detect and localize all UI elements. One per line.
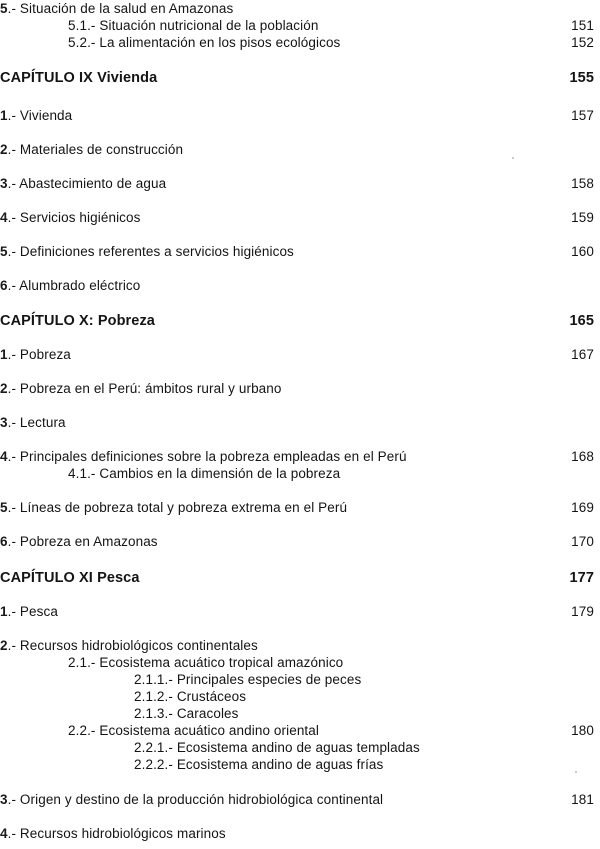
toc-entry: 3.- Lectura <box>0 415 66 430</box>
chapter-heading: CAPÍTULO IX Vivienda 155 <box>0 70 594 86</box>
chapter-heading: CAPÍTULO X: Pobreza 165 <box>0 313 594 329</box>
scan-speck <box>512 157 514 159</box>
chapter-heading: CAPÍTULO XI Pesca 177 <box>0 570 594 586</box>
toc-subsubentry: 2.2.1.- Ecosistema andino de aguas templadas <box>134 740 420 755</box>
page-number: 155 <box>569 70 594 86</box>
page-number: 159 <box>571 210 594 225</box>
page-number: 169 <box>571 500 594 515</box>
toc-subentry: 5.2.- La alimentación en los pisos ecológicos 152 <box>68 35 594 50</box>
toc-entry: 5.- Definiciones referentes a servicios higiénicos 160 <box>0 244 594 259</box>
page-number: 168 <box>571 449 594 464</box>
toc-subentry: 2.2.- Ecosistema acuático andino oriental 180 <box>68 723 594 738</box>
page-number: 167 <box>571 347 594 362</box>
toc-entry: 4.- Principales definiciones sobre la pobreza empleadas en el Perú 168 <box>0 449 594 464</box>
page-number: 165 <box>569 313 594 329</box>
page-number: 170 <box>571 534 594 549</box>
toc-entry <box>0 0 600 18</box>
page-number: 151 <box>571 18 594 33</box>
scan-speck <box>575 771 577 773</box>
toc-subsubentry: 2.1.3.- Caracoles <box>134 706 239 721</box>
page-number: 181 <box>571 792 594 807</box>
toc-subsubentry: 2.1.1.- Principales especies de peces <box>134 672 362 687</box>
page-number: 157 <box>571 108 594 123</box>
toc-entry: 1.- Pesca 179 <box>0 604 594 619</box>
toc-subentry: 5.1.- Situación nutricional de la población 151 <box>68 18 594 33</box>
toc-entry: 2.- Pobreza en el Perú: ámbitos rural y urbano <box>0 381 282 396</box>
toc-entry: 3.- Origen y destino de la producción hidrobiológica continental 181 <box>0 792 594 807</box>
toc-subentry: 4.1.- Cambios en la dimensión de la pobreza <box>68 466 341 481</box>
toc-entry: 5.- Líneas de pobreza total y pobreza extrema en el Perú 169 <box>0 500 594 515</box>
toc-entry: 2.- Recursos hidrobiológicos continentales <box>0 638 258 653</box>
toc-subsubentry: 2.2.2.- Ecosistema andino de aguas frías <box>134 757 384 772</box>
toc-entry: 1.- Vivienda 157 <box>0 108 594 123</box>
page-number: 177 <box>569 570 594 586</box>
toc-entry: 4.- Servicios higiénicos 159 <box>0 210 594 225</box>
toc-entry: 2.- Materiales de construcción <box>0 142 184 157</box>
page-number: 152 <box>571 35 594 50</box>
page-number: 160 <box>571 244 594 259</box>
toc-entry: 6.- Alumbrado eléctrico <box>0 278 141 293</box>
toc-entry: 6.- Pobreza en Amazonas 170 <box>0 534 594 549</box>
toc-entry: 4.- Recursos hidrobiológicos marinos <box>0 826 226 841</box>
toc-entry-title: 5.- Situación de la salud en Amazonas <box>0 1 234 16</box>
toc-entry: 1.- Pobreza 167 <box>0 347 594 362</box>
toc-subsubentry: 2.1.2.- Crustáceos <box>134 689 247 704</box>
toc-subentry: 2.1.- Ecosistema acuático tropical amazónico <box>68 655 344 670</box>
toc-entry: 3.- Abastecimiento de agua 158 <box>0 176 594 191</box>
page-number: 179 <box>571 604 594 619</box>
page-number: 158 <box>571 176 594 191</box>
page-number: 180 <box>571 723 594 738</box>
